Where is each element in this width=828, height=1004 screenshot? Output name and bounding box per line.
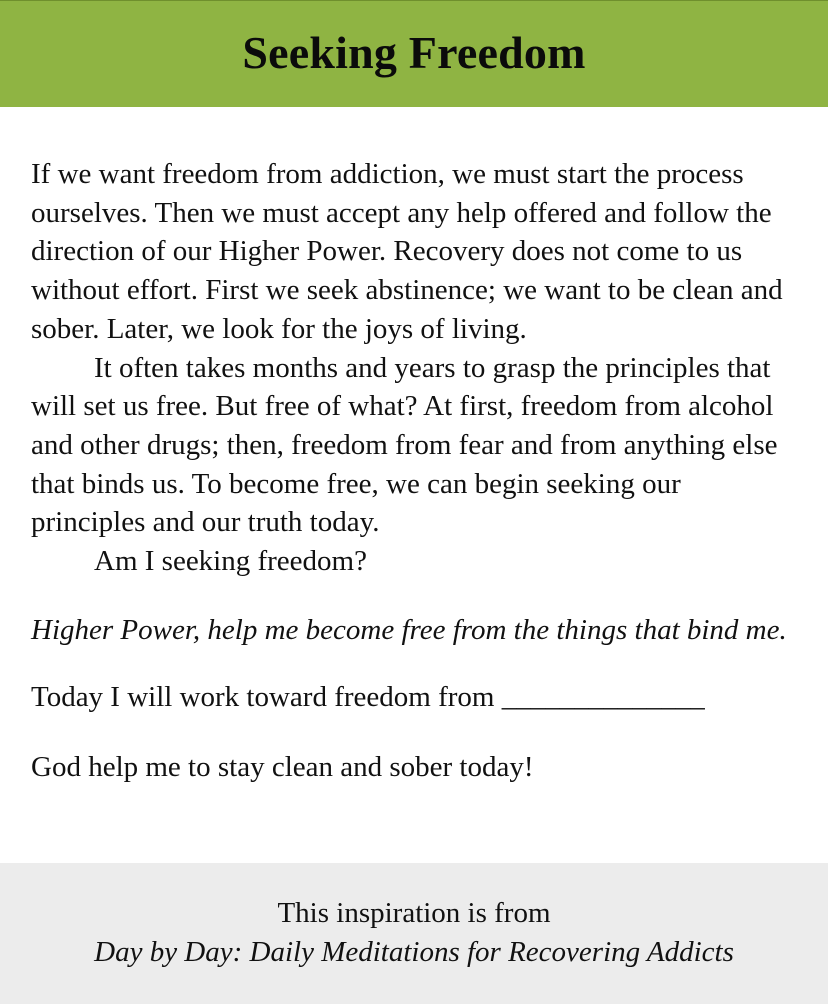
prayer-text: Higher Power, help me become free from the things that bind me. <box>31 613 787 646</box>
source-footer <box>0 863 828 1004</box>
commitment-line: Today I will work toward freedom from ______________ <box>31 681 705 714</box>
paragraph-2: It often takes months and years to grasp the principles that will set us free. But free of what? At first, freedom from alcohol and other drugs; then, freedom from fear and from anything else that binds us. To become free, we can begin seeking our principles and our truth today. <box>31 351 778 539</box>
paragraph-1: If we want freedom from addiction, we must start the process ourselves. Then we must accept any help offered and follow the direction of our Higher Power. Recovery does not come to us without effort. First we seek abstinence; we want to be clean and sober. Later, we look for the joys of living. <box>31 158 783 345</box>
meditation-body <box>31 155 801 787</box>
header-banner <box>0 0 828 107</box>
page-title: Seeking Freedom <box>242 27 586 78</box>
source-title: Day by Day: Daily Meditations for Recovering Addicts <box>94 936 734 968</box>
source-intro: This inspiration is from <box>277 897 551 929</box>
reflection-question: Am I seeking freedom? <box>94 545 367 578</box>
closing-line: God help me to stay clean and sober today! <box>31 751 534 784</box>
